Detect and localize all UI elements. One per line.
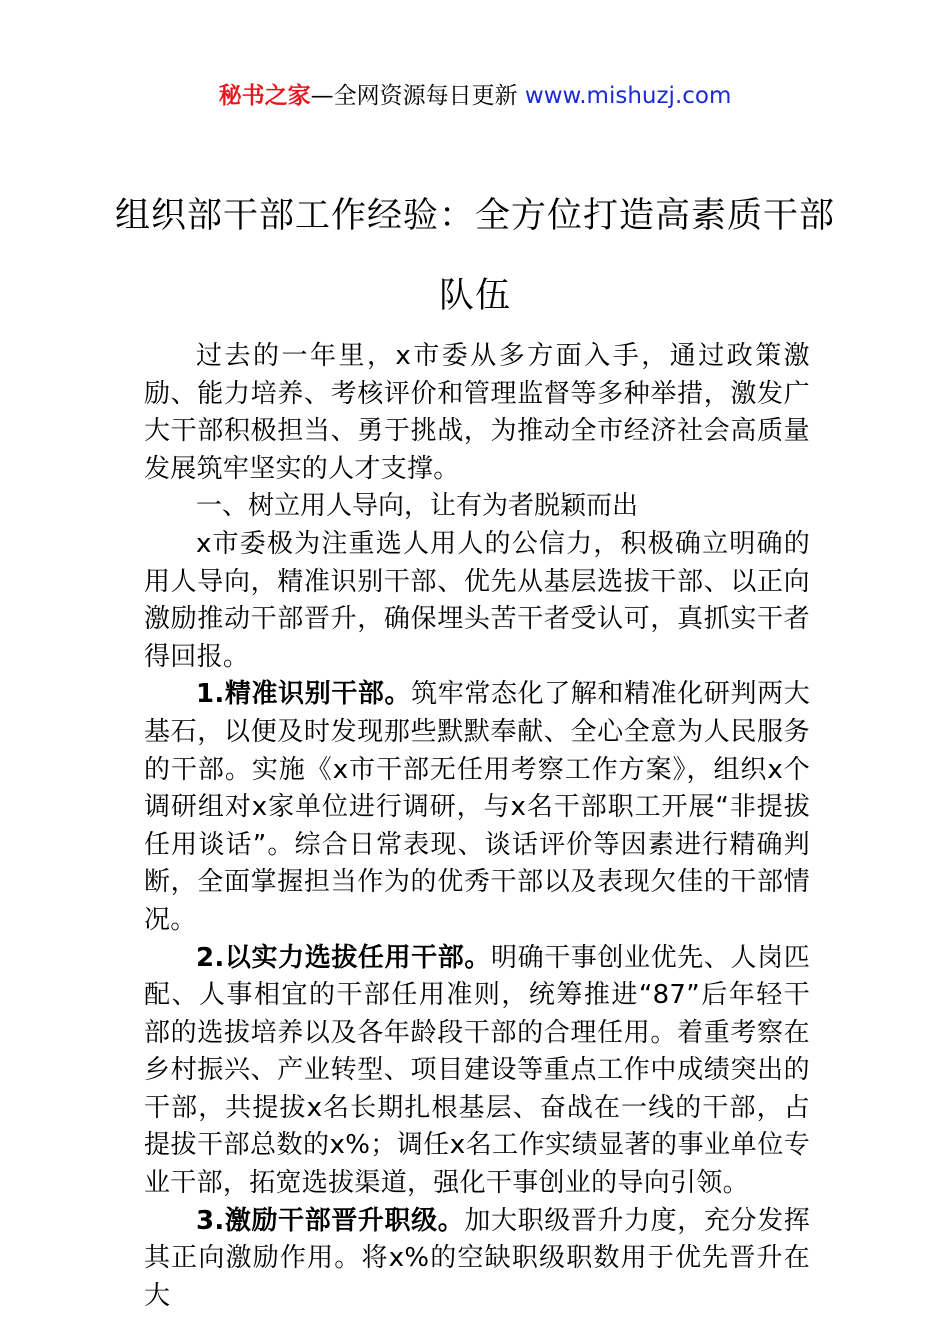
paragraph-text: 筑牢常态化了解和精准化研判两大基石，以便及时发现那些默默奉献、全心全意为人民服务的干部。实施《x市干部无任用考察工作方案》，组织x个调研组对x家单位进行调研，与x名干部职工开展“非提拔任用谈话”。综合日常表现、谈话评价等因素进行精确判断，全面掌握担当作为的优秀干部以及表现欠佳的干部情况。 <box>144 679 810 935</box>
paragraph-item-2 <box>144 940 810 1203</box>
site-brand: 秘书之家 <box>218 83 311 109</box>
paragraph-lead: 3.激励干部晋升职级。 <box>196 1205 465 1236</box>
paragraph-text: x市委极为注重选人用人的公信力，积极确立明确的用人导向，精准识别干部、优先从基层选拔干部、以正向激励推动干部晋升，确保埋头苦干者受认可，真抓实干者得回报。 <box>144 528 810 672</box>
paragraph-item-1 <box>144 676 810 939</box>
paragraph-text: 过去的一年里，x市委从多方面入手，通过政策激励、能力培养、考核评价和管理监督等多种举措，激发广大干部积极担当、勇于挑战，为推动全市经济社会高质量发展筑牢坚实的人才支撑。 <box>144 341 810 484</box>
site-url-link[interactable]: www.mishuzj.com <box>524 83 732 109</box>
paragraph-item-3 <box>144 1203 810 1316</box>
paragraph-text: 明确干事创业优先、人岗匹配、人事相宜的干部任用准则，统筹推进“87”后年轻干部的选拔培养以及各年龄段干部的合理任用。着重考察在乡村振兴、产业转型、项目建设等重点工作中成绩突出的干部，共提拔x名长期扎根基层、奋战在一线的干部，占提拔干部总数的x%；调任x名工作实绩显著的事业单位专业干部，拓宽选拔渠道，强化干事创业的导向引领。 <box>144 942 810 1199</box>
document-body <box>144 338 810 1315</box>
paragraph-lead: 2.以实力选拔任用干部。 <box>196 942 491 973</box>
paragraph-intro <box>144 338 810 488</box>
document-title: 组织部干部工作经验：全方位打造高素质干部队伍 <box>114 196 835 316</box>
site-header <box>0 80 950 112</box>
section-heading <box>144 488 810 526</box>
paragraph-text: 加大职级晋升力度，充分发挥其正向激励作用。将x%的空缺职级职数用于优先晋升在大 <box>144 1205 810 1311</box>
section-heading-text: 一、树立用人导向，让有为者脱颖而出 <box>196 491 639 522</box>
paragraph-section-intro <box>144 526 810 676</box>
site-tagline: —全网资源每日更新 <box>310 83 525 109</box>
paragraph-lead: 1.精准识别干部。 <box>196 679 412 710</box>
